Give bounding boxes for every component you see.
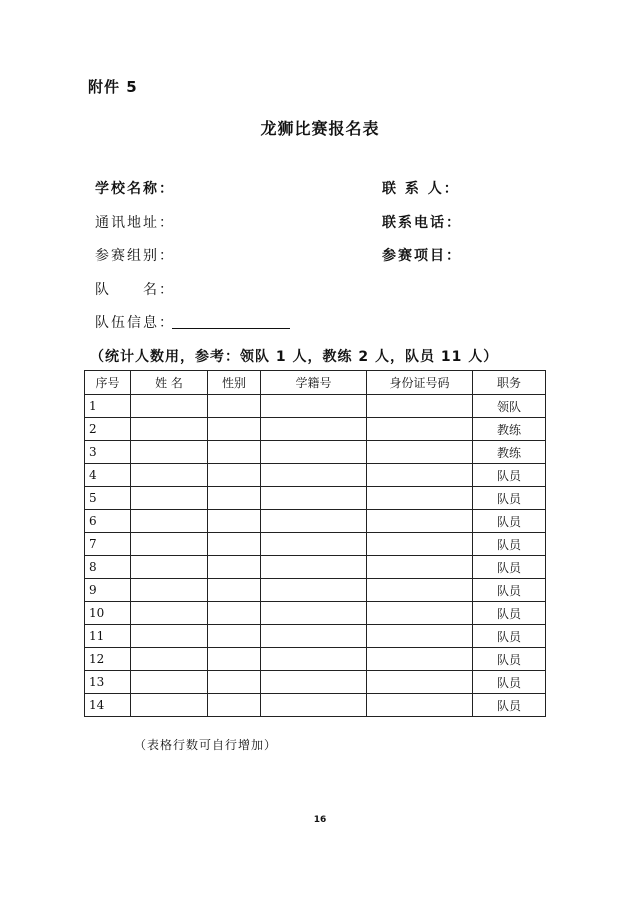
student-id-cell <box>261 533 367 556</box>
gender-cell <box>208 671 261 694</box>
gender-cell <box>208 441 261 464</box>
row-number-cell: 5 <box>85 487 131 510</box>
row-number-cell: 10 <box>85 602 131 625</box>
role-cell: 队员 <box>473 533 546 556</box>
student-id-cell <box>261 694 367 717</box>
id-card-cell <box>367 510 473 533</box>
student-id-cell <box>261 464 367 487</box>
name-cell <box>131 671 208 694</box>
role-cell: 队员 <box>473 625 546 648</box>
name-cell <box>131 464 208 487</box>
name-cell <box>131 395 208 418</box>
contact-person-label: 联 系 人： <box>382 181 460 197</box>
student-id-cell <box>261 510 367 533</box>
contact-phone-label: 联系电话： <box>382 215 462 231</box>
gender-cell <box>208 487 261 510</box>
student-id-cell <box>261 648 367 671</box>
role-cell: 领队 <box>473 395 546 418</box>
group-label: 参赛组别： <box>95 248 175 264</box>
table-row <box>85 510 546 533</box>
role-cell: 队员 <box>473 487 546 510</box>
team-name-label: 队 名： <box>95 282 175 298</box>
role-cell: 教练 <box>473 441 546 464</box>
id-card-cell <box>367 487 473 510</box>
name-cell <box>131 602 208 625</box>
role-cell: 队员 <box>473 556 546 579</box>
header-student-id: 学籍号 <box>261 371 367 395</box>
name-cell <box>131 694 208 717</box>
row-number-cell: 2 <box>85 418 131 441</box>
name-cell <box>131 579 208 602</box>
row-number-cell: 1 <box>85 395 131 418</box>
student-id-cell <box>261 395 367 418</box>
table-row <box>85 418 546 441</box>
id-card-cell <box>367 418 473 441</box>
school-name-label: 学校名称： <box>95 181 175 197</box>
team-info-label: 队伍信息： <box>95 315 175 331</box>
team-info-underline <box>172 328 290 329</box>
table-note: （表格行数可自行增加） <box>134 738 278 752</box>
row-number-cell: 7 <box>85 533 131 556</box>
row-number-cell: 3 <box>85 441 131 464</box>
gender-cell <box>208 464 261 487</box>
row-number-cell: 4 <box>85 464 131 487</box>
id-card-cell <box>367 395 473 418</box>
header-role: 职务 <box>473 371 546 395</box>
id-card-cell <box>367 441 473 464</box>
header-name: 姓 名 <box>131 371 208 395</box>
roster-table <box>84 370 546 717</box>
table-row <box>85 602 546 625</box>
id-card-cell <box>367 625 473 648</box>
attachment-label: 附件 5 <box>88 78 138 96</box>
table-row <box>85 533 546 556</box>
gender-cell <box>208 579 261 602</box>
id-card-cell <box>367 464 473 487</box>
table-row <box>85 464 546 487</box>
student-id-cell <box>261 671 367 694</box>
name-cell <box>131 556 208 579</box>
gender-cell <box>208 625 261 648</box>
student-id-cell <box>261 579 367 602</box>
row-number-cell: 9 <box>85 579 131 602</box>
table-row <box>85 395 546 418</box>
name-cell <box>131 648 208 671</box>
role-cell: 队员 <box>473 648 546 671</box>
gender-cell <box>208 533 261 556</box>
header-id-card: 身份证号码 <box>367 371 473 395</box>
table-row <box>85 694 546 717</box>
id-card-cell <box>367 671 473 694</box>
address-label: 通讯地址： <box>95 215 175 231</box>
name-cell <box>131 625 208 648</box>
table-row <box>85 556 546 579</box>
id-card-cell <box>367 556 473 579</box>
id-card-cell <box>367 648 473 671</box>
gender-cell <box>208 556 261 579</box>
student-id-cell <box>261 602 367 625</box>
role-cell: 队员 <box>473 602 546 625</box>
role-cell: 队员 <box>473 671 546 694</box>
table-row <box>85 579 546 602</box>
student-id-cell <box>261 556 367 579</box>
row-number-cell: 13 <box>85 671 131 694</box>
role-cell: 队员 <box>473 694 546 717</box>
student-id-cell <box>261 625 367 648</box>
gender-cell <box>208 694 261 717</box>
table-row <box>85 648 546 671</box>
name-cell <box>131 533 208 556</box>
id-card-cell <box>367 602 473 625</box>
row-number-cell: 11 <box>85 625 131 648</box>
role-cell: 队员 <box>473 579 546 602</box>
table-row <box>85 487 546 510</box>
event-label: 参赛项目： <box>382 248 462 264</box>
gender-cell <box>208 648 261 671</box>
row-number-cell: 12 <box>85 648 131 671</box>
student-id-cell <box>261 418 367 441</box>
name-cell <box>131 441 208 464</box>
gender-cell <box>208 418 261 441</box>
document-title: 龙狮比赛报名表 <box>260 119 380 138</box>
row-number-cell: 6 <box>85 510 131 533</box>
gender-cell <box>208 395 261 418</box>
gender-cell <box>208 602 261 625</box>
gender-cell <box>208 510 261 533</box>
id-card-cell <box>367 533 473 556</box>
row-number-cell: 14 <box>85 694 131 717</box>
table-row <box>85 625 546 648</box>
page-number: 16 <box>313 815 327 825</box>
id-card-cell <box>367 579 473 602</box>
student-id-cell <box>261 441 367 464</box>
table-row <box>85 441 546 464</box>
id-card-cell <box>367 694 473 717</box>
roster-body <box>85 395 546 717</box>
role-cell: 教练 <box>473 418 546 441</box>
headcount-note: （统计人数用，参考：领队 1 人，教练 2 人，队员 11 人） <box>90 349 499 365</box>
name-cell <box>131 418 208 441</box>
student-id-cell <box>261 487 367 510</box>
header-number: 序号 <box>85 371 131 395</box>
table-header-row <box>85 371 546 395</box>
role-cell: 队员 <box>473 510 546 533</box>
table-row <box>85 671 546 694</box>
role-cell: 队员 <box>473 464 546 487</box>
name-cell <box>131 487 208 510</box>
header-gender: 性别 <box>208 371 261 395</box>
row-number-cell: 8 <box>85 556 131 579</box>
name-cell <box>131 510 208 533</box>
